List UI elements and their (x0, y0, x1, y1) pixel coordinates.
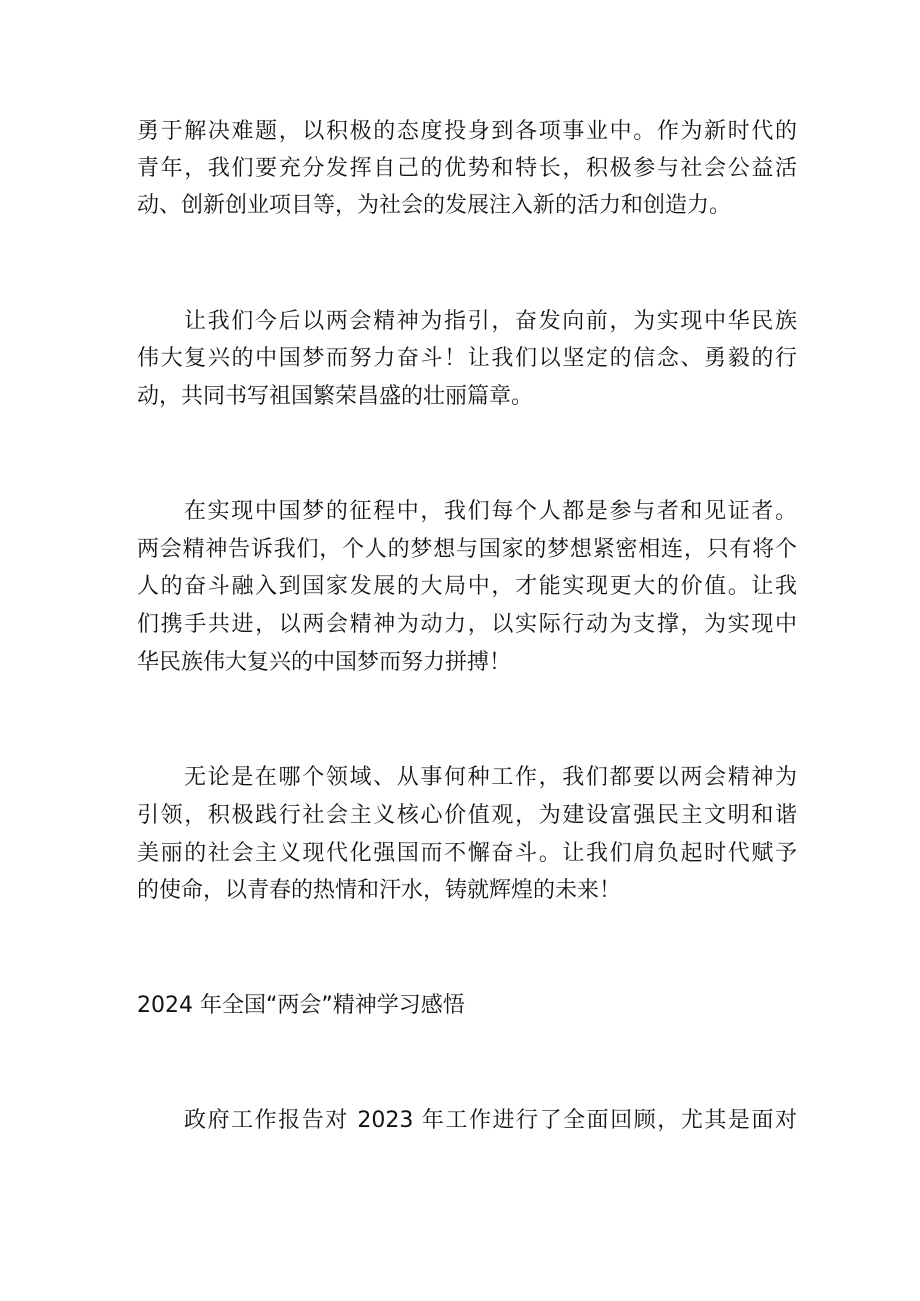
paragraph-3-line-1: 在实现中国梦的征程中，我们每个人都是参与者和见证者。 (184, 499, 797, 524)
paragraph-2-line-1: 让我们今后以两会精神为指引，奋发向前，为实现中华民族 (184, 309, 797, 334)
paragraph-3-line-3: 人的奋斗融入到国家发展的大局中，才能实现更大的价值。让我 (137, 574, 797, 599)
paragraph-3-line-5: 华民族伟大复兴的中国梦而努力拼搏！ (137, 650, 512, 675)
paragraph-4-line-2: 引领，积极践行社会主义核心价值观，为建设富强民主文明和谐 (137, 803, 797, 828)
paragraph-2-line-2: 伟大复兴的中国梦而努力奋斗！让我们以坚定的信念、勇毅的行 (137, 346, 797, 371)
section-title: 2024 年全国“两会”精神学习感悟 (137, 993, 465, 1018)
paragraph-4-line-4: 的使命，以青春的热情和汗水，铸就辉煌的未来！ (137, 878, 622, 903)
paragraph-1-line-1: 勇于解决难题，以积极的态度投身到各项事业中。作为新时代的 (137, 119, 797, 144)
paragraph-2-line-3: 动，共同书写祖国繁荣昌盛的壮丽篇章。 (137, 384, 534, 409)
paragraph-1-line-3: 动、创新创业项目等，为社会的发展注入新的活力和创造力。 (137, 193, 732, 218)
paragraph-4-line-3: 美丽的社会主义现代化强国而不懈奋斗。让我们肩负起时代赋予 (137, 841, 797, 866)
paragraph-1-line-2: 青年，我们要充分发挥自己的优势和特长，积极参与社会公益活 (137, 156, 797, 181)
paragraph-3-line-2: 两会精神告诉我们，个人的梦想与国家的梦想紧密相连，只有将个 (137, 537, 797, 562)
final-paragraph-line-1: 政府工作报告对 2023 年工作进行了全面回顾，尤其是面对 (184, 1108, 797, 1133)
paragraph-4-line-1: 无论是在哪个领域、从事何种工作，我们都要以两会精神为 (184, 765, 797, 790)
paragraph-3-line-4: 们携手共进，以两会精神为动力，以实际行动为支撑，为实现中 (137, 612, 797, 637)
